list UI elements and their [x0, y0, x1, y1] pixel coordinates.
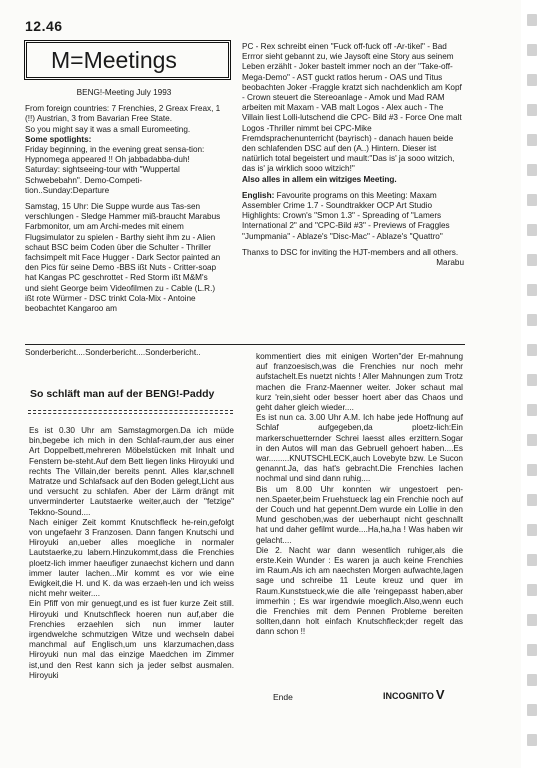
perforation-hole — [527, 164, 537, 176]
paragraph: Es ist nun ca. 3.00 Uhr A.M. Ich habe jede Hoffnung auf Schlaf aufgegeben,da ploetz-lich:Ein markerschuetternder Schrei laesst alles erzittern.Sogar in den Autos will man das Gebruell gehoert haben....Es war.........KNUTSCHLECK,auch Lovebyte bzw. Le Sucon genannt.Ja, das hat's gebracht.Die Frenchies lachen nochmal und sind dann ruhig.... — [256, 413, 463, 484]
english-label: English: — [242, 190, 275, 200]
paragraph: Ein Pfiff von mir genuegt,und es ist fuer kurze Zeit still. Hiroyuki und Knutschfleck hoeren nun auf,aber die Frenchies erzaehlen sich nun immer lauter irgendwelche schmutzigen Witze und wechseln dabei manchmal auf Englisch,um uns klarzumachen,dass Hiroyuki nun mal das einzige Maedchen im Zimmer ist,und den Rest kann sich ja jeder selbst ausmalen. Hiroyuki — [29, 599, 234, 680]
meeting-report-column-left — [25, 88, 223, 320]
perforation-hole — [527, 314, 537, 326]
perforation-hole — [527, 44, 537, 56]
perforation-hole — [527, 74, 537, 86]
title-underline — [28, 413, 233, 414]
magazine-name: INCOGNITO — [383, 691, 434, 701]
paragraph: Thanxs to DSC for inviting the HJT-members and all others. — [242, 247, 459, 257]
perforation-hole — [527, 254, 537, 266]
summary-line: Also alles in allem ein witziges Meeting. — [242, 174, 397, 184]
article-title: So schläft man auf der BENG!-Paddy — [30, 388, 215, 400]
paragraph: From foreign countries: 7 Frenchies, 2 Greax Freax, 1 (!!) Austrian, 3 from Bavarian Free State. — [25, 104, 221, 124]
perforation-hole — [527, 434, 537, 446]
perforation-hole — [527, 704, 537, 716]
paragraph: kommentiert dies mit einigen Worten"der Er-mahnung auf franzoesisch,was die Frenchies nur noch mehr aufstachelt.Es nuetzt nichts ! Aller Mahnungen zum Trotz machen die Franz-Maenner weiter. Joker schaut mal kurz 'rein,sieht oder besser hoert aber das Chaos und geht daher gleich wieder.... — [256, 352, 463, 413]
paragraph: Friday beginning, in the evening great sensa-tion: Hypnomega appeared !! Oh jabbadabba-duh! Saturday: sightseeing-tour with "Wuppertal Schwebebahn". Demo-Competi-tion..Sunday:Departure — [25, 145, 205, 195]
perforation-hole — [527, 224, 537, 236]
perforation-hole — [527, 104, 537, 116]
spotlights-label: Some spotlights: — [25, 134, 92, 144]
perforation-hole — [527, 494, 537, 506]
paragraph: Highlights: Crown's "Smon 1.3" - Spreading of "Lamers International 2" and "CPC-Bild #3" - Previews of Fraggles "Jumpmania" - Ablaze's "Disc-Mac" - Ablaze's "Quattro" — [242, 211, 450, 241]
perforation-hole — [527, 674, 537, 686]
magazine-footer — [383, 687, 445, 702]
perforation-hole — [527, 524, 537, 536]
special-report-banner: Sonderbericht....Sonderbericht....Sonderbericht.. — [25, 348, 201, 357]
story-column-right — [256, 352, 463, 638]
perforation-hole — [527, 134, 537, 146]
story-column-left — [29, 426, 234, 681]
article-heading: BENG!-Meeting July 1993 — [76, 88, 172, 97]
perforation-hole — [527, 464, 537, 476]
section-divider — [25, 344, 465, 345]
perforation-hole — [527, 374, 537, 386]
paragraph: So you might say it was a small Euromeeting. — [25, 124, 191, 134]
author-signature: Marabu — [436, 258, 464, 268]
paragraph: Favourite programs on this Meeting: Maxam Assembler Crime 1.7 - Soundtrakker OCP Art Studio — [242, 190, 437, 211]
perforated-edge — [521, 0, 543, 768]
perforation-hole — [527, 284, 537, 296]
end-marker: Ende — [273, 692, 293, 702]
paragraph: PC - Rex schreibt einen "Fuck off-fuck off -Ar-tikel" - Bad Errror sieht gebannt zu, wie Jaysoft eine Story aus seinem Leben erzählt - Joker bastelt immer noch an der "Take-off-Mega-Demo" - AST guckt ratlos herum - OAS und Titus beobachten Joker -Fraggle kratzt sich nachdenklich am Kopf - Crown steuert die Stereoanlage - Amok und Mad RAM arbeiten mit Maxam - VAB malt Logos - Alex auch - The Villain liest Lolli-lutschend die CPC- Bild #3 - Force One malt Logos -Thriller nimmt bei CPC-Mike Fremdsprachenunterricht (bayrisch) - danach hauen beide den schlafenden DSC auf den (A..) Hintern. Dieser ist natürlich total begeistert und mault:"Das is' ja sooo witzich, das is' ja wirklich sooo witzich!" — [242, 42, 462, 174]
perforation-hole — [527, 554, 537, 566]
paragraph: Nach einiger Zeit kommt Knutschfleck he-rein,gefolgt von ungefaehr 3 Franzosen. Dann fangen Knutschi und Hiroyuki an,ueber alles moegliche in normaler Lautstaerke,zu labern.Hinzukommt,dass die Frenchies ploetz-lich immer haeufiger zunaechst kichern und dann immer lauter lachen...Mir kommt es vor wie eine Ewigkeit,die H. und K. da was erzaeh-len und ich weiss nicht mehr weiter.... — [29, 517, 234, 599]
title-underline — [28, 410, 233, 411]
paragraph: Es ist 0.30 Uhr am Samstagmorgen.Da ich müde bin,begebe ich mich in den Schlaf-raum,der aus einer Art Doppelbett,mehreren Möbelstücken mit Inhalt und Fenstern be-steht.Auf dem Bett liegen links Hiroyuki und rechts The Villain,der bereits pennt. Alles klar,schnell Matratze und Schlafsack auf den Boden gelegt,Licht aus und versucht zu schlafen. Aber der Lärm drängt mit unverminderter Lautstaerke weiter,auch der "fetzige" Tekkno-Sound.... — [29, 426, 234, 517]
perforation-hole — [527, 14, 537, 26]
issue-mark: V — [435, 687, 445, 702]
paragraph: Samstag, 15 Uhr: Die Suppe wurde aus Tas-sen verschlungen - Sledge Hammer miß-braucht Marabus Farbmonitor, um am Archi-medes mit einem Flugsimulator zu spielen - Barthy sieht ihm zu - Alien schaut BSC beim Coden über die Schulter - Thriller fachsimpelt mit Face Hugger - Dark Sector painted an den Pics für seine Demo -BBS ißt Nuts - Critter-soap hat Kangas PC geschrottet - Red Storm ißt M&M's und sieht George beim Videofilmen zu - Cable (L.R.) ißt rote Würmer - DSC trinkt Cola-Mix - Antoine beobachtet Kangaroo am — [25, 202, 221, 314]
meeting-report-column-right — [242, 42, 464, 274]
paragraph: Bis um 8.00 Uhr konnten wir ungestoert pen-nen.Spaeter,beim Fruehstueck lag ein Frenchie noch auf der Couch und hat gepennt.Dem wurde ein Lollie in den Mund geschoben,was der ueberhaupt nicht geschnallt hat und daher gefilmt wurde....Ha,ha,ha ! Was haben wir gelacht.... — [256, 484, 463, 545]
perforation-hole — [527, 734, 537, 746]
section-title: M=Meetings — [51, 46, 177, 73]
page-number: 12.46 — [25, 18, 63, 34]
perforation-hole — [527, 194, 537, 206]
paragraph: Die 2. Nacht war dann wesentlich ruhiger,als die erste.Kein Wunder : Es waren ja auch keine Frenchies im Raum.Als ich am naechsten Morgen aufwachte,lagen sage und schreibe 11 Leute kreuz und quer im Raum.Kunststueck,wie die alle 'reingepasst haben,aber immerhin ; Es war irgendwie moeglich.Also,wenn euch die Frenchies mit dem Pennen Probleme bereiten sollten,dann holt einfach Knutschfleck;der regelt das dann schon !! — [256, 545, 463, 637]
perforation-hole — [527, 344, 537, 356]
perforation-hole — [527, 644, 537, 656]
perforation-hole — [527, 614, 537, 626]
section-title-box — [24, 40, 231, 80]
perforation-hole — [527, 404, 537, 416]
perforation-hole — [527, 584, 537, 596]
